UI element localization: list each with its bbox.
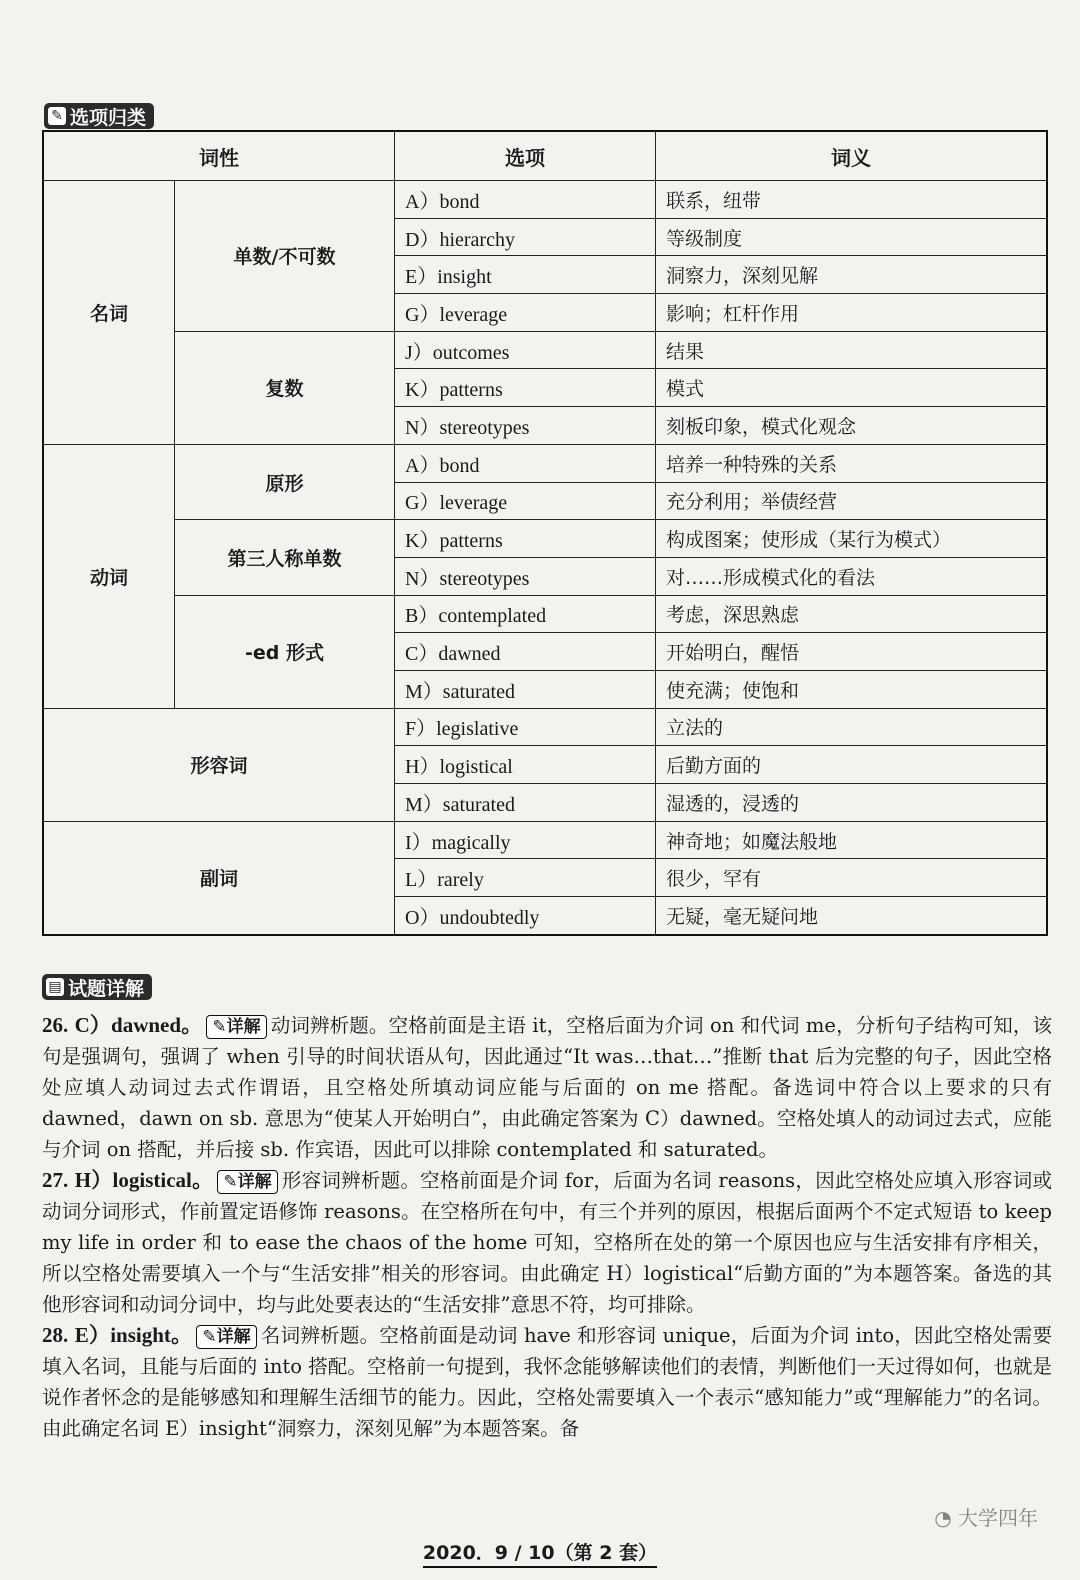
meaning-cell: 立法的	[656, 708, 1048, 746]
meaning-cell: 等级制度	[656, 218, 1048, 256]
header-meaning: 词义	[656, 131, 1048, 181]
pencil-icon: ✎	[212, 1017, 227, 1037]
option-cell: E）insight	[395, 256, 656, 294]
pos-verb-base: 原形	[175, 444, 395, 519]
option-cell: I）magically	[395, 821, 656, 859]
option-cell: G）leverage	[395, 482, 656, 520]
option-cell: N）stereotypes	[395, 407, 656, 445]
header-option: 选项	[395, 131, 656, 181]
badge-label: 详解	[237, 1172, 272, 1192]
pos-verb-3rd: 第三人称单数	[175, 520, 395, 595]
option-cell: H）logistical	[395, 746, 656, 784]
answer: E）insight。	[74, 1323, 193, 1347]
wechat-icon: ◔	[934, 1506, 952, 1530]
option-cell: M）saturated	[395, 784, 656, 822]
badge-label: 详解	[216, 1327, 251, 1347]
section-title: 试题详解	[68, 977, 145, 1000]
meaning-cell: 使充满；使饱和	[656, 670, 1048, 708]
table-row	[43, 331, 1047, 369]
edit-icon: ✎	[48, 107, 66, 125]
detail-badge	[196, 1325, 256, 1349]
page-footer	[0, 1538, 1080, 1565]
pos-noun: 名词	[43, 181, 175, 445]
meaning-cell: 洞察力，深刻见解	[656, 256, 1048, 294]
meaning-cell: 考虑，深思熟虑	[656, 595, 1048, 633]
option-cell: N）stereotypes	[395, 557, 656, 595]
pencil-icon: ✎	[202, 1327, 217, 1347]
meaning-cell: 刻板印象，模式化观念	[656, 407, 1048, 445]
explanation-28	[42, 1320, 1052, 1444]
detail-badge	[217, 1170, 277, 1194]
book-icon: ▤	[46, 978, 64, 996]
section-title: 选项归类	[70, 106, 147, 129]
meaning-cell: 构成图案；使形成（某行为模式）	[656, 520, 1048, 558]
vocab-table	[42, 130, 1048, 936]
explanations	[42, 1010, 1052, 1444]
meaning-cell: 无疑，毫无疑问地	[656, 897, 1048, 935]
answer: H）logistical。	[74, 1168, 214, 1192]
option-cell: K）patterns	[395, 369, 656, 407]
option-cell: L）rarely	[395, 859, 656, 897]
option-cell: O）undoubtedly	[395, 897, 656, 935]
pos-adv: 副词	[43, 821, 395, 935]
explanation-27	[42, 1165, 1052, 1320]
footer-text: 2020．9 / 10（第 2 套）	[423, 1542, 657, 1568]
explanation-26	[42, 1010, 1052, 1165]
explanation-text: 形容词辨析题。空格前面是介词 for，后面为名词 reasons，因此空格处应填入形容词或动词分词形式，作前置定语修饰 reasons。在空格所在句中，有三个并列的原因，根据后面两个不定式短语 to keep my life in order 和 to ease the chaos of the home 可知，空格所在处的第一个原因也应与生活安排有序相关，所以空格处需要填入一个与“生活安排”相关的形容词。由此确定 H）logistical“后勤方面的”为本题答案。备选的其他形容词和动词分词中，均与此处要表达的“生活安排”意思不符，均可排除。	[42, 1169, 1052, 1316]
meaning-cell: 模式	[656, 369, 1048, 407]
explanation-text: 名词辨析题。空格前面是动词 have 和形容词 unique，后面为介词 into，因此空格处需要填入名词，且能与后面的 into 搭配。空格前一句提到，我怀念能够解读他们的表情，判断他们一天过得如何，也就是说作者怀念的是能够感知和理解生活细节的能力。因此，空格处需要填入一个表示“感知能力”或“理解能力”的名词。由此确定名词 E）insight“洞察力，深刻见解”为本题答案。备	[42, 1324, 1053, 1440]
meaning-cell: 湿透的，浸透的	[656, 784, 1048, 822]
meaning-cell: 结果	[656, 331, 1048, 369]
table-row	[43, 708, 1047, 746]
pos-noun-singular: 单数/不可数	[175, 181, 395, 332]
answer: C）dawned。	[74, 1013, 203, 1037]
pos-verb-ed: -ed 形式	[175, 595, 395, 708]
option-cell: J）outcomes	[395, 331, 656, 369]
meaning-cell: 对……形成模式化的看法	[656, 557, 1048, 595]
badge-label: 详解	[226, 1017, 261, 1037]
question-number: 28.	[42, 1323, 69, 1347]
option-cell: M）saturated	[395, 670, 656, 708]
meaning-cell: 充分利用；举债经营	[656, 482, 1048, 520]
meaning-cell: 后勤方面的	[656, 746, 1048, 784]
option-cell: B）contemplated	[395, 595, 656, 633]
question-number: 27.	[42, 1168, 69, 1192]
table-row	[43, 821, 1047, 859]
meaning-cell: 很少，罕有	[656, 859, 1048, 897]
section-tag-options	[44, 103, 154, 129]
option-cell: D）hierarchy	[395, 218, 656, 256]
meaning-cell: 影响；杠杆作用	[656, 294, 1048, 332]
detail-badge	[206, 1015, 266, 1039]
table-row	[43, 520, 1047, 558]
option-cell: G）leverage	[395, 294, 656, 332]
meaning-cell: 联系，纽带	[656, 181, 1048, 219]
explanation-text: 动词辨析题。空格前面是主语 it，空格后面为介词 on 和代词 me，分析句子结构可知，该句是强调句，强调了 when 引导的时间状语从句，因此通过“It was…that…”推断 that 后为完整的句子，因此空格处应填人动词过去式作谓语，且空格处所填动词应能与后面的 on me 搭配。备选词中符合以上要求的只有 dawned，dawn on sb. 意思为“使某人开始明白”，由此确定答案为 C）dawned。空格处填人的动词过去式，应能与介词 on 搭配，并后接 sb. 作宾语，因此可以排除 contemplated 和 saturated。	[42, 1014, 1052, 1161]
header-pos: 词性	[43, 131, 395, 181]
option-cell: K）patterns	[395, 520, 656, 558]
watermark	[934, 1502, 1038, 1531]
pos-noun-plural: 复数	[175, 331, 395, 444]
table-row	[43, 181, 1047, 219]
table-header-row	[43, 131, 1047, 181]
question-number: 26.	[42, 1013, 69, 1037]
meaning-cell: 神奇地；如魔法般地	[656, 821, 1048, 859]
watermark-text: 大学四年	[958, 1506, 1038, 1530]
table-row	[43, 444, 1047, 482]
option-cell: A）bond	[395, 181, 656, 219]
pos-adj: 形容词	[43, 708, 395, 821]
pos-verb: 动词	[43, 444, 175, 708]
section-tag-explanations	[42, 974, 152, 1000]
option-cell: F）legislative	[395, 708, 656, 746]
meaning-cell: 开始明白，醒悟	[656, 633, 1048, 671]
pencil-icon: ✎	[223, 1172, 238, 1192]
meaning-cell: 培养一种特殊的关系	[656, 444, 1048, 482]
option-cell: C）dawned	[395, 633, 656, 671]
option-cell: A）bond	[395, 444, 656, 482]
table-row	[43, 595, 1047, 633]
